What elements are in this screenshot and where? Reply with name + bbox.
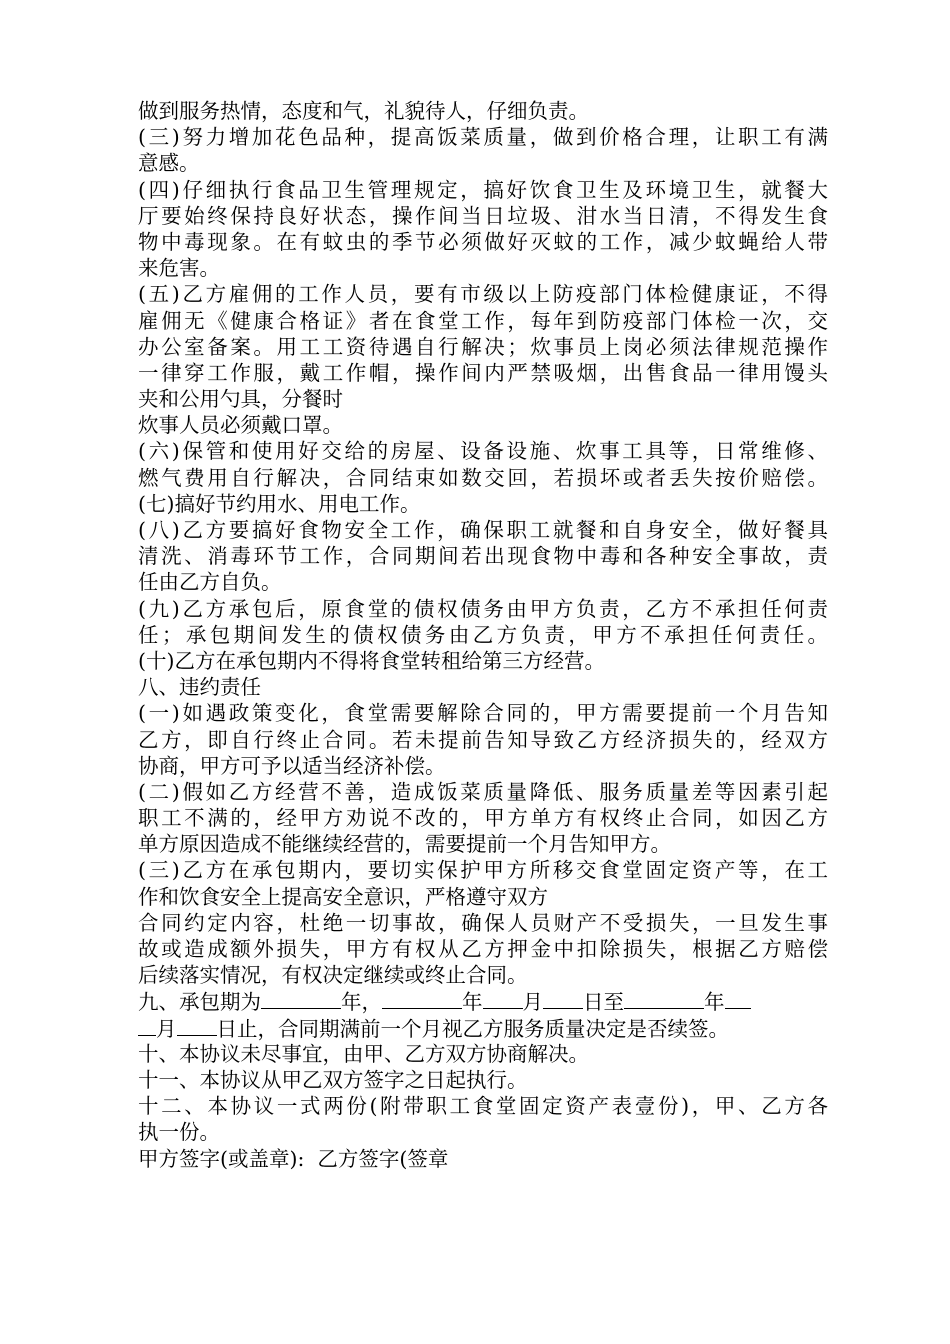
text-line: 物中毒现象。在有蚊虫的季节必须做好灭蚊的工作，减少蚊蝇给人带: [138, 229, 828, 254]
term-text: 日止，合同期满前一个月视乙方服务质量决定是否续签。: [216, 1016, 729, 1041]
signature-line: 甲方签字(或盖章): 乙方签字(签章: [138, 1146, 449, 1171]
text-line: 故或造成额外损失，甲方有权从乙方押金中扣除损失，根据乙方赔偿: [138, 937, 828, 961]
term-text: 年，: [341, 990, 382, 1015]
text-line: (八)乙方要搞好食物安全工作，确保职工就餐和自身安全，做好餐具: [138, 518, 828, 542]
text-line: 协商，甲方可予以适当经济补偿。: [138, 753, 446, 778]
text-line: 清洗、消毒环节工作，合同期间若出现食物中毒和各种安全事故，责: [138, 544, 828, 569]
blank-field: [177, 1015, 217, 1036]
term-text: 九、承包期为: [138, 990, 261, 1015]
blank-field: [624, 988, 704, 1009]
text-line: 一律穿工作服，戴工作帽，操作间内严禁吸烟，出售食品一律用馒头: [138, 360, 828, 385]
text-line: (九)乙方承包后，原食堂的债权债务由甲方负责，乙方不承担任何责: [138, 596, 828, 621]
blank-field: [382, 988, 462, 1009]
term-text: 月: [156, 1016, 177, 1041]
text-line: (十)乙方在承包期内不得将食堂转租给第三方经营。: [138, 648, 605, 673]
text-line: 雇佣无《健康合格证》者在食堂工作，每年到防疫部门体检一次，交: [138, 308, 828, 333]
text-line: 夹和公用勺具，分餐时: [138, 387, 343, 412]
blank-field: [261, 988, 341, 1009]
blank-field: [138, 1015, 156, 1036]
blank-field: [483, 988, 523, 1009]
text-line: 十二、本协议一式两份(附带职工食堂固定资产表壹份)，甲、乙方各: [138, 1094, 828, 1119]
term-text: 日至: [583, 990, 624, 1015]
term-text: 月: [522, 990, 543, 1015]
text-line: 任；承包期间发生的债权债务由乙方负责，甲方不承担任何责任。: [138, 622, 828, 647]
text-line: 乙方，即自行终止合同。若未提前告知导致乙方经济损失的，经双方: [138, 727, 828, 752]
text-line: 执一份。: [138, 1120, 220, 1145]
text-line: 单方原因造成不能继续经营的，需要提前一个月告知甲方。: [138, 832, 671, 857]
text-line: 合同约定内容，杜绝一切事故，确保人员财产不受损失，一旦发生事: [138, 910, 828, 935]
text-line: 意感。: [138, 151, 200, 176]
text-line: (三)乙方在承包期内，要切实保护甲方所移交食堂固定资产等，在工: [138, 858, 828, 883]
text-line: 作和饮食安全上提高安全意识，严格遵守双方: [138, 884, 548, 909]
text-line: 十、本协议未尽事宜，由甲、乙方双方协商解决。: [138, 1041, 589, 1066]
text-line: 后续落实情况，有权决定继续或终止合同。: [138, 963, 528, 988]
text-line: (六)保管和使用好交给的房屋、设备设施、炊事工具等，日常维修、: [138, 439, 828, 464]
section-heading: 八、违约责任: [138, 675, 261, 700]
text-line: 厅要始终保持良好状态，操作间当日垃圾、泔水当日清，不得发生食: [138, 203, 828, 228]
text-line: 职工不满的，经甲方劝说不改的，甲方单方有权终止合同，如因乙方: [138, 806, 828, 831]
text-line: (三)努力增加花色品种，提高饭菜质量，做到价格合理，让职工有满: [138, 125, 828, 150]
term-text: 年: [704, 990, 725, 1015]
blank-field: [543, 988, 583, 1009]
blank-field: [725, 988, 751, 1009]
text-line: 来危害。: [138, 256, 220, 281]
text-line: (二)假如乙方经营不善，造成饭菜质量降低、服务质量差等因素引起: [138, 779, 828, 804]
term-text: 年: [462, 990, 483, 1015]
text-line: (五)乙方雇佣的工作人员，要有市级以上防疫部门体检健康证，不得: [138, 282, 828, 307]
text-line: (七)搞好节约用水、用电工作。: [138, 491, 421, 516]
text-line: 燃气费用自行解决，合同结束如数交回，若损坏或者丢失按价赔偿。: [138, 465, 828, 490]
contract-page: [138, 98, 828, 1172]
text-line: 炊事人员必须戴口罩。: [138, 413, 343, 438]
text-line: (四)仔细执行食品卫生管理规定，搞好饮食卫生及环境卫生，就餐大: [138, 177, 828, 202]
text-line: 做到服务热情，态度和气，礼貌待人，仔细负责。: [138, 99, 589, 123]
text-line: (一)如遇政策变化，食堂需要解除合同的，甲方需要提前一个月告知: [138, 701, 828, 726]
contract-term-line-2: [138, 1015, 828, 1041]
contract-term-line-1: [138, 988, 828, 1014]
text-line: 任由乙方自负。: [138, 570, 282, 595]
text-line: 十一、本协议从甲乙双方签字之日起执行。: [138, 1067, 528, 1092]
text-line: 办公室备案。用工工资待遇自行解决；炊事员上岗必须法律规范操作: [138, 334, 828, 359]
